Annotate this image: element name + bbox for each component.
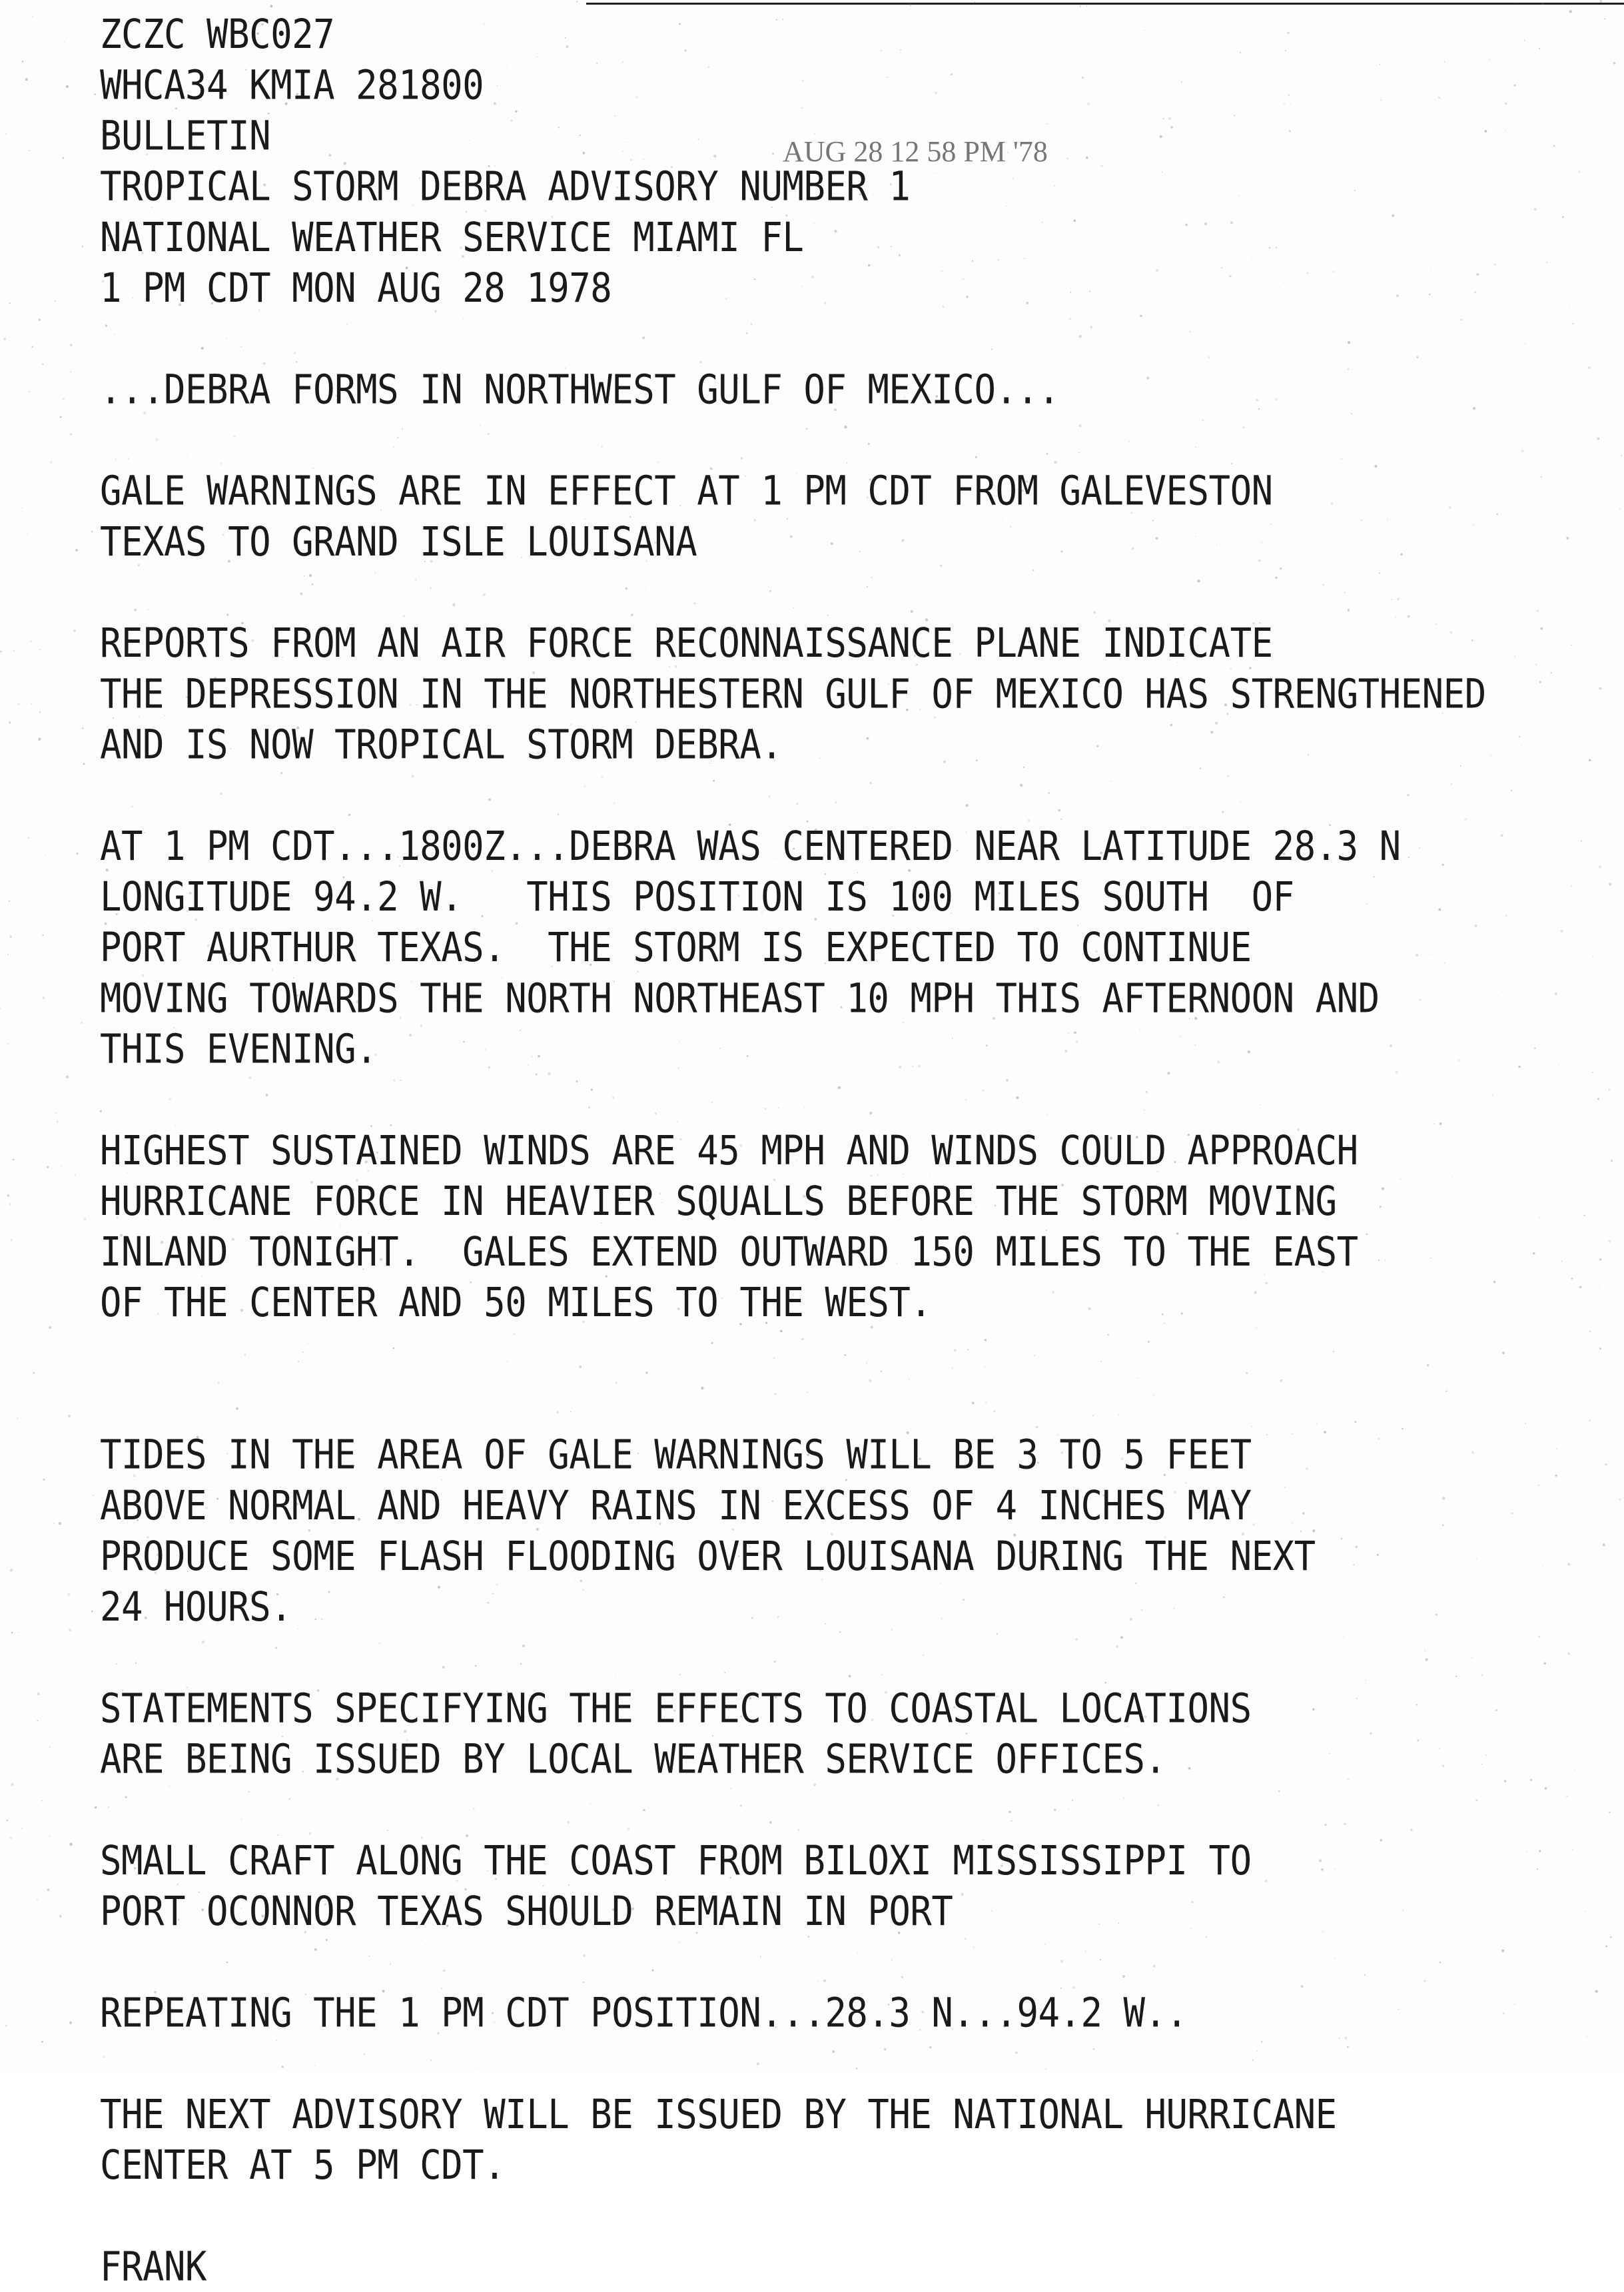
paragraph-line: STATEMENTS SPECIFYING THE EFFECTS TO COASTAL LOCATIONS	[100, 1685, 1252, 1732]
header-line-5: NATIONAL WEATHER SERVICE MIAMI FL	[100, 213, 804, 261]
paragraph-line: THIS EVENING.	[100, 1025, 378, 1072]
paragraph-line: OF THE CENTER AND 50 MILES TO THE WEST.	[100, 1279, 932, 1326]
header-line-1: ZCZC WBC027	[100, 11, 335, 58]
paragraph	[100, 2090, 1585, 2191]
paragraph-line: PRODUCE SOME FLASH FLOODING OVER LOUISANA DURING THE NEXT	[100, 1533, 1316, 1580]
header-line-4: TROPICAL STORM DEBRA ADVISORY NUMBER 1	[100, 163, 911, 210]
paragraph-line: MOVING TOWARDS THE NORTH NORTHEAST 10 MPH THIS AFTERNOON AND	[100, 974, 1380, 1022]
paragraph-line: GALE WARNINGS ARE IN EFFECT AT 1 PM CDT FROM GALEVESTON	[100, 467, 1273, 515]
header-line-3: BULLETIN	[100, 112, 271, 160]
paragraph-line: 24 HOURS.	[100, 1583, 292, 1631]
header-line-6: 1 PM CDT MON AUG 28 1978	[100, 264, 612, 312]
paragraph	[100, 1683, 1585, 1784]
paragraph-line: SMALL CRAFT ALONG THE COAST FROM BILOXI MISSISSIPPI TO	[100, 1837, 1252, 1884]
paragraph-line: AND IS NOW TROPICAL STORM DEBRA.	[100, 721, 783, 769]
paragraph	[100, 618, 1585, 770]
paragraph-line: CENTER AT 5 PM CDT.	[100, 2141, 506, 2189]
paragraph-line: PORT OCONNOR TEXAS SHOULD REMAIN IN PORT	[100, 1888, 953, 1935]
paragraph-line: HURRICANE FORCE IN HEAVIER SQUALLS BEFORE THE STORM MOVING	[100, 1177, 1337, 1225]
paragraph	[100, 1988, 1585, 2038]
paragraph-line: REPEATING THE 1 PM CDT POSITION...28.3 N...94.2 W..	[100, 1989, 1188, 2037]
paragraph-line: TIDES IN THE AREA OF GALE WARNINGS WILL BE 3 TO 5 FEET	[100, 1431, 1252, 1479]
paragraph	[100, 1126, 1585, 1329]
paragraph-line: THE DEPRESSION IN THE NORTHESTERN GULF OF MEXICO HAS STRENGTHENED	[100, 670, 1486, 717]
paragraph-line: HIGHEST SUSTAINED WINDS ARE 45 MPH AND WINDS COULD APPROACH	[100, 1126, 1358, 1174]
header-line-2: WHCA34 KMIA 281800	[100, 61, 484, 109]
headline: ...DEBRA FORMS IN NORTHWEST GULF OF MEXICO...	[100, 366, 1060, 413]
paragraph-line: THE NEXT ADVISORY WILL BE ISSUED BY THE NATIONAL HURRICANE	[100, 2090, 1337, 2138]
paragraph-line: REPORTS FROM AN AIR FORCE RECONNAISSANCE PLANE INDICATE	[100, 619, 1273, 667]
paragraph-line: ABOVE NORMAL AND HEAVY RAINS IN EXCESS OF 4 INCHES MAY	[100, 1481, 1252, 1529]
paragraph-line: AT 1 PM CDT...1800Z...DEBRA WAS CENTERED NEAR LATITUDE 28.3 N	[100, 822, 1401, 870]
signature: FRANK	[100, 2243, 207, 2290]
paragraph	[100, 1429, 1585, 1633]
paragraph-line: ARE BEING ISSUED BY LOCAL WEATHER SERVICE OFFICES.	[100, 1735, 1166, 1783]
paragraph	[100, 1836, 1585, 1937]
paragraph-line: TEXAS TO GRAND ISLE LOUISANA	[100, 518, 697, 566]
paragraph-line: LONGITUDE 94.2 W. THIS POSITION IS 100 MILES SOUTH OF	[100, 873, 1294, 921]
paragraph	[100, 821, 1585, 1075]
received-time-stamp: AUG 28 12 58 PM '78	[783, 135, 1048, 168]
paragraph	[100, 466, 1585, 567]
paragraph-line: INLAND TONIGHT. GALES EXTEND OUTWARD 150 MILES TO THE EAST	[100, 1228, 1358, 1276]
teletype-text	[100, 9, 1585, 2292]
paragraph-line: PORT AURTHUR TEXAS. THE STORM IS EXPECTED TO CONTINUE	[100, 924, 1252, 971]
